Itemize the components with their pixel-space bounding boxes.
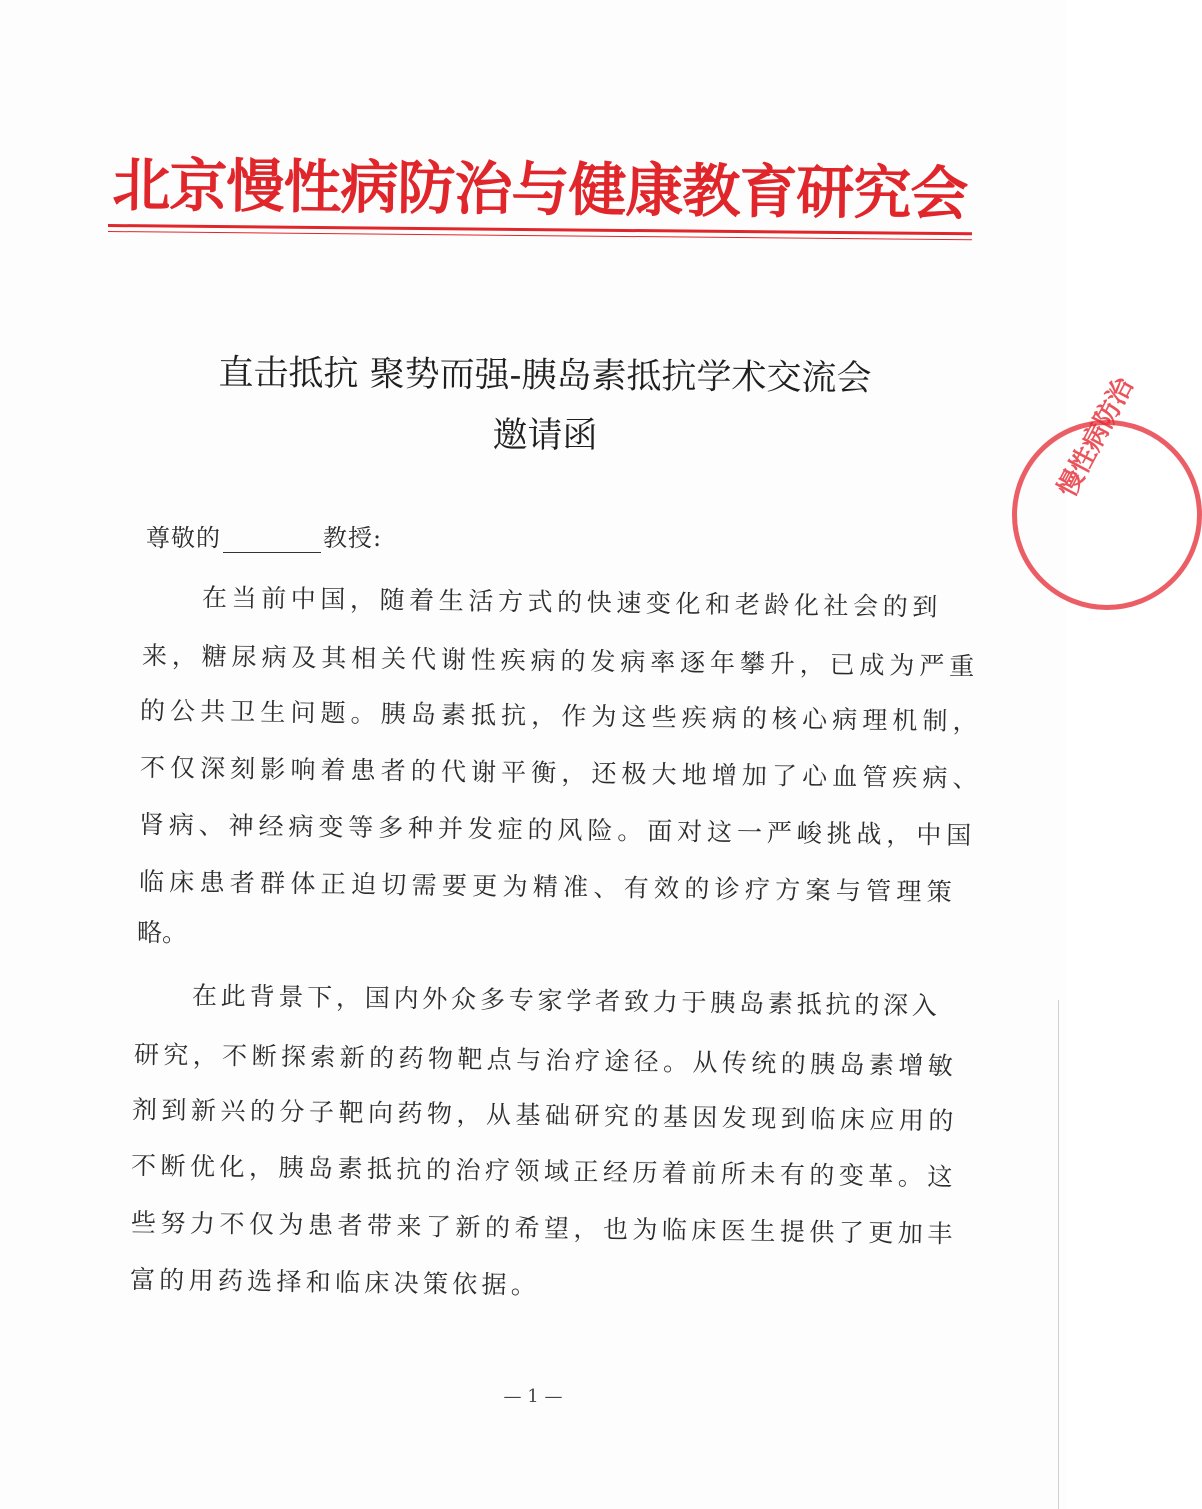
scan-edge-line: [1058, 1000, 1059, 1509]
letterhead-organization: 北京慢性病防治与健康教育研究会: [112, 151, 968, 228]
salutation: [146, 518, 382, 553]
paragraph1-line: 不仅深刻影响着患者的代谢平衡，还极大地增加了心血管疾病、: [139, 753, 983, 794]
paragraph2-line: 些努力不仅为患者带来了新的希望，也为临床医生提供了更加丰: [130, 1208, 958, 1249]
paragraph2-line: 剂到新兴的分子靶向药物，从基础研究的基因发现到临床应用的: [131, 1095, 959, 1136]
paragraph2-line: 研究，不断探索新的药物靶点与治疗途径。从传统的胰岛素增敏: [133, 1040, 958, 1081]
paragraph1-line: 略。: [137, 918, 188, 947]
paragraph1-line: 在当前中国，随着生活方式的快速变化和老龄化社会的到: [201, 583, 943, 622]
paragraph1-line: 来，糖尿病及其相关代谢性疾病的发病率逐年攀升，已成为严重: [141, 641, 980, 681]
page-number: — 1 —: [503, 1386, 563, 1407]
paragraph1-line: 临床患者群体正迫切需要更为精准、有效的诊疗方案与管理策: [138, 867, 958, 907]
paragraph1-line: 的公共卫生问题。胰岛素抵抗，作为这些疾病的核心病理机制，: [139, 696, 983, 737]
salutation-suffix: 教授:: [323, 524, 383, 552]
document-title: 直击抵抗 聚势而强-胰岛素抵抗学术交流会: [218, 353, 872, 399]
paragraph2-line: 富的用药选择和临床决策依据。: [129, 1265, 541, 1300]
seal-text: 慢性病防治: [1052, 373, 1140, 502]
paragraph1-line: 肾病、神经病变等多种并发症的风险。面对这一严峻挑战，中国: [138, 810, 977, 850]
official-seal: [1012, 373, 1202, 610]
paragraph2-line: 不断优化，胰岛素抵抗的治疗领域正经历着前所未有的变革。这: [130, 1151, 958, 1192]
name-blank-line: [223, 530, 321, 553]
document-subtitle: 邀请函: [492, 416, 598, 456]
paragraph2-line: 在此背景下，国内外众多专家学者致力于胰岛素抵抗的深入: [191, 981, 941, 1021]
salutation-prefix: 尊敬的: [146, 524, 221, 552]
